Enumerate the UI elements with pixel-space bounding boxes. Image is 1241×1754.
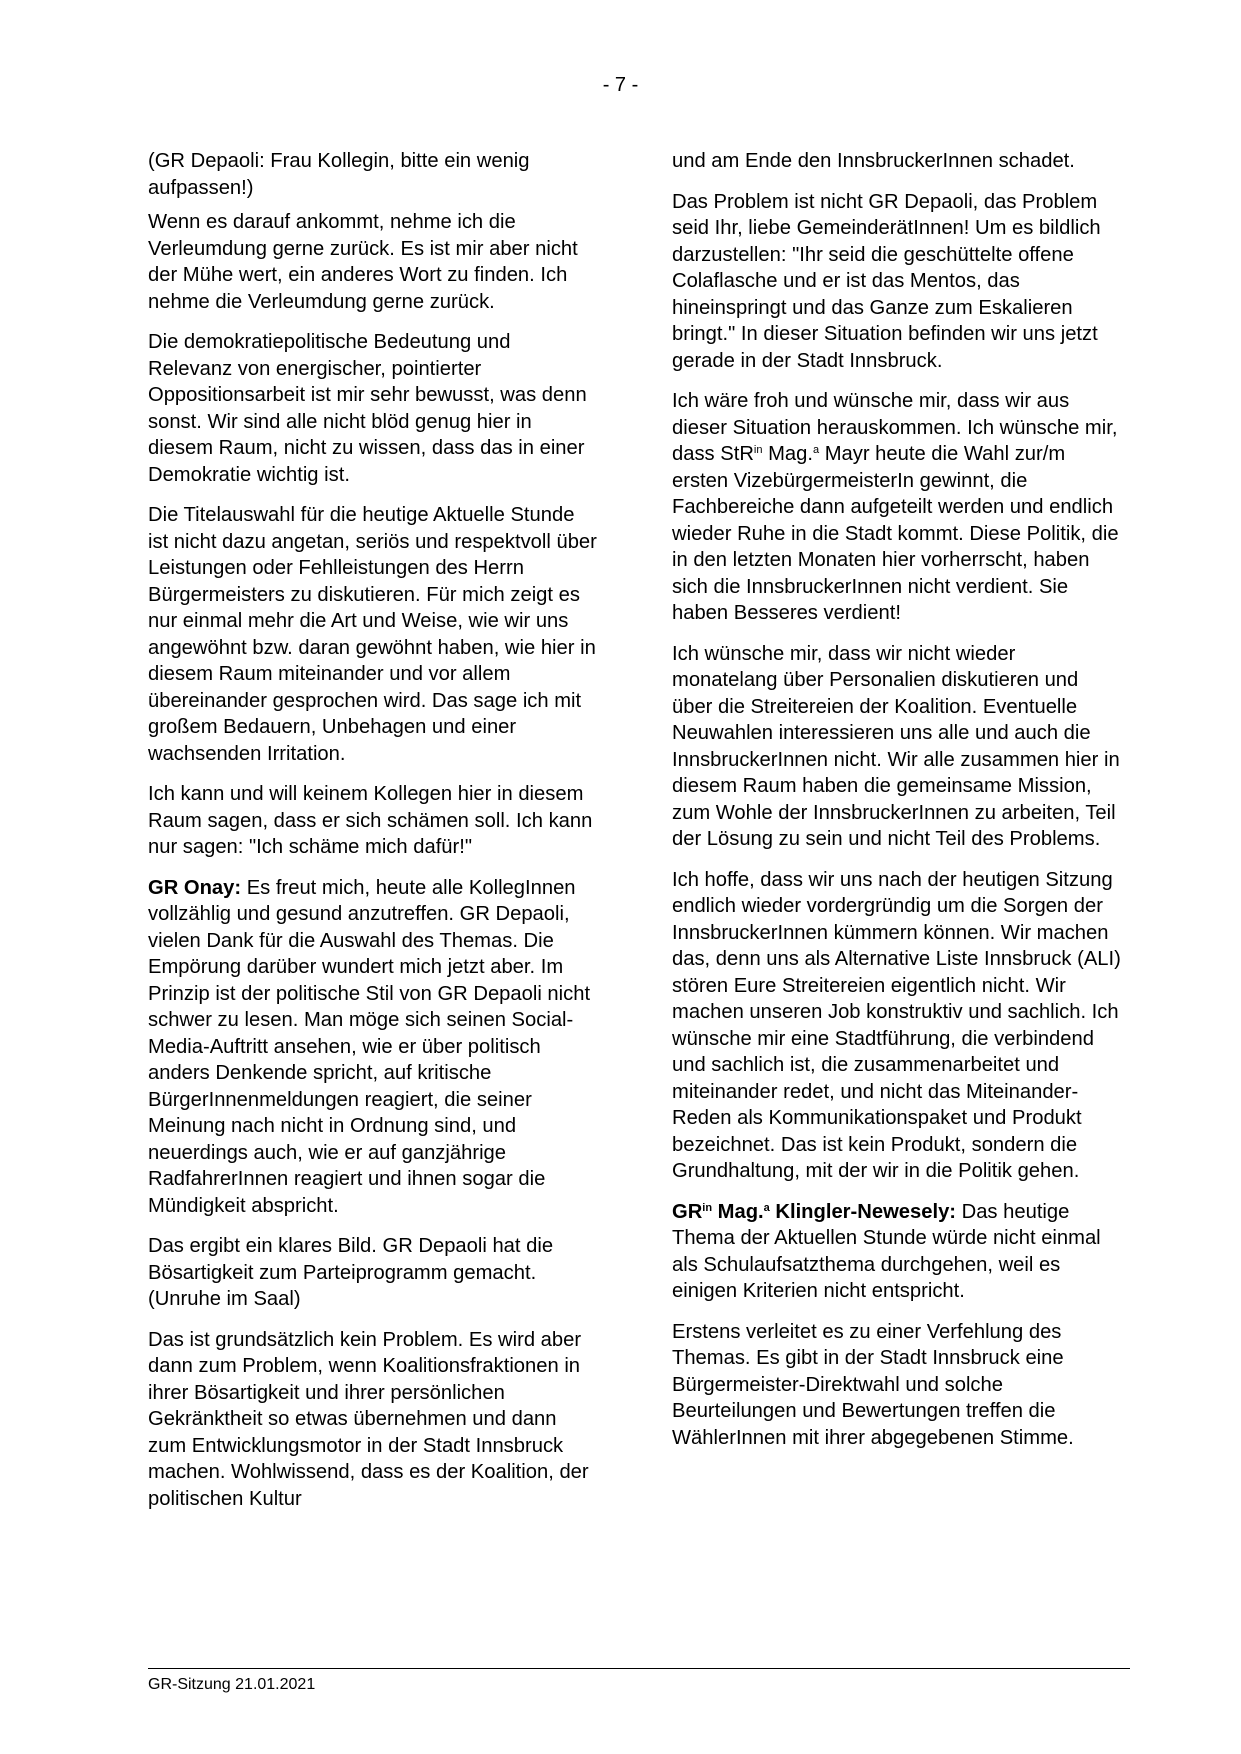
- paragraph: Das ist grundsätzlich kein Problem. Es wird aber dann zum Problem, wenn Koalitionsfraktionen in ihrer Bösartigkeit und ihrer persönlichen Gekränktheit so etwas übernehmen und dann zum Entwicklungsmotor in der Stadt Innsbruck machen. Wohlwissend, dass es der Koalition, der politischen Kultur: [148, 1328, 589, 1510]
- footer-divider: [148, 1668, 1130, 1669]
- speech-text: Es freut mich, heute alle KollegInnen vollzählig und gesund anzutreffen. GR Depaoli, vielen Dank für die Auswahl des Themas. Die Empörung darüber wundert mich jetzt aber. Im Prinzip ist der politische Stil von GR Depaoli nicht schwer zu lesen. Man möge sich seinen Social-Media-Auftritt ansehen, wie er über politisch anders Denkende spricht, auf kritische BürgerInnenmeldungen reagiert, die seiner Meinung nach nicht in Ordnung sind, und neuerdings auch, wie er auf ganzjährige RadfahrerInnen reagiert und ihnen sogar die Mündigkeit abspricht.: [148, 876, 591, 1217]
- speaker-title: GR: [672, 1200, 703, 1223]
- speaker-surname: Klingler-Newesely:: [769, 1200, 957, 1223]
- speaker-name: GR Onay:: [148, 876, 242, 899]
- paragraph: und am Ende den InnsbruckerInnen schadet.: [672, 150, 1075, 172]
- paragraph: Ich wünsche mir, dass wir nicht wieder monatelang über Personalien diskutieren und über die Streitereien der Koalition. Eventuelle Neuwahlen interessieren uns alle und auch die InnsbruckerInnen nicht. Wir alle zusammen hier in diesem Raum haben die gemeinsame Mission, zum Wohle der InnsbruckerInnen zu arbeiten, Teil der Lösung zu sein und nicht Teil des Problems.: [672, 642, 1120, 850]
- interjection-depaoli: (GR Depaoli: Frau Kollegin, bitte ein wenig aufpassen!): [148, 150, 530, 199]
- paragraph: Erstens verleitet es zu einer Verfehlung des Themas. Es gibt in der Stadt Innsbruck eine Bürgermeister-Direktwahl und solche Beurteilungen und Bewertungen treffen die WählerInnen mit ihrer abgegebenen Stimme.: [672, 1320, 1074, 1449]
- paragraph: Ich kann und will keinem Kollegen hier in diesem Raum sagen, dass er sich schämen soll. Ich kann nur sagen: "Ich schäme mich dafür!": [148, 783, 593, 858]
- superscript: a: [812, 444, 820, 456]
- text-segment: Mayr heute die Wahl zur/m ersten VizebürgermeisterIn gewinnt, die Fachbereiche dann aufgeteilt werden und endlich wieder Ruhe in die Stadt kommt. Diese Politik, die in den letzten Monaten hier vorherrscht, haben sich die InnsbruckerInnen nicht verdient. Sie haben Besseres verdient!: [672, 443, 1119, 624]
- footer-session-label: GR-Sitzung 21.01.2021: [148, 1676, 316, 1693]
- superscript: in: [702, 1201, 713, 1214]
- speech-klingler-newesely: [672, 1199, 1124, 1305]
- paragraph: Das Problem ist nicht GR Depaoli, das Problem seid Ihr, liebe GemeinderätInnen! Um es bildlich darzustellen: "Ihr seid die geschüttelte offene Colaflasche und er ist das Mentos, das hineinspringt und das Ganze zum Eskalieren bringt." In dieser Situation befinden wir uns jetzt gerade in der Stadt Innsbruck.: [672, 190, 1101, 372]
- speech-onay: [148, 875, 600, 1220]
- paragraph: Ich hoffe, dass wir uns nach der heutigen Sitzung endlich wieder vordergründig um die Sorgen der InnsbruckerInnen kümmern können. Wir machen das, denn uns als Alternative Liste Innsbruck (ALI) stören Eure Streitereien eigentlich nicht. Wir machen unseren Job konstruktiv und sachlich. Ich wünsche mir eine Stadtführung, die verbindend und sachlich ist, die zusammenarbeitet und miteinander redet, und nicht das Miteinander-Reden als Kommunikationspaket und Produkt bezeichnet. Das ist kein Produkt, sondern die Grundhaltung, mit der wir in die Politik gehen.: [672, 868, 1121, 1182]
- right-column: [672, 148, 1124, 1465]
- superscript: a: [763, 1201, 770, 1214]
- paragraph: Die Titelauswahl für die heutige Aktuelle Stunde ist nicht dazu angetan, seriös und respektvoll über Leistungen oder Fehlleistungen des Herrn Bürgermeisters zu diskutieren. Für mich zeigt es nur einmal mehr die Art und Weise, wie wir uns angewöhnt bzw. daran gewöhnt haben, wie hier in diesem Raum miteinander und vor allem übereinander gesprochen wird. Das sage ich mit großem Bedauern, Unbehagen und einer wachsenden Irritation.: [148, 504, 597, 765]
- superscript: in: [753, 444, 763, 456]
- paragraph: Die demokratiepolitische Bedeutung und Relevanz von energischer, pointierter Oppositionsarbeit ist mir sehr bewusst, was denn sonst. Wir sind alle nicht blöd genug hier in diesem Raum, nicht zu wissen, dass das in einer Demokratie wichtig ist.: [148, 331, 587, 486]
- page-number: - 7 -: [602, 74, 639, 96]
- speech-text: Das heutige Thema der Aktuellen Stunde würde nicht einmal als Schulaufsatzthema durchgehen, weil es einigen Kriterien nicht entspricht.: [672, 1200, 1101, 1302]
- left-column: [148, 148, 600, 1526]
- text-segment: Ich wäre froh und wünsche mir, dass wir aus dieser Situation herauskommen. Ich wünsche mir, dass StR: [672, 390, 1118, 465]
- speaker-degree: Mag.: [712, 1200, 764, 1223]
- text-segment: Mag.: [762, 443, 813, 465]
- speaker-name: [672, 1201, 956, 1223]
- paragraph: [672, 388, 1124, 627]
- paragraph: Wenn es darauf ankommt, nehme ich die Verleumdung gerne zurück. Es ist mir aber nicht der Mühe wert, ein anderes Wort zu finden. Ich nehme die Verleumdung gerne zurück.: [148, 211, 578, 313]
- paragraph: Das ergibt ein klares Bild. GR Depaoli hat die Bösartigkeit zum Parteiprogramm gemacht. (Unruhe im Saal): [148, 1235, 554, 1310]
